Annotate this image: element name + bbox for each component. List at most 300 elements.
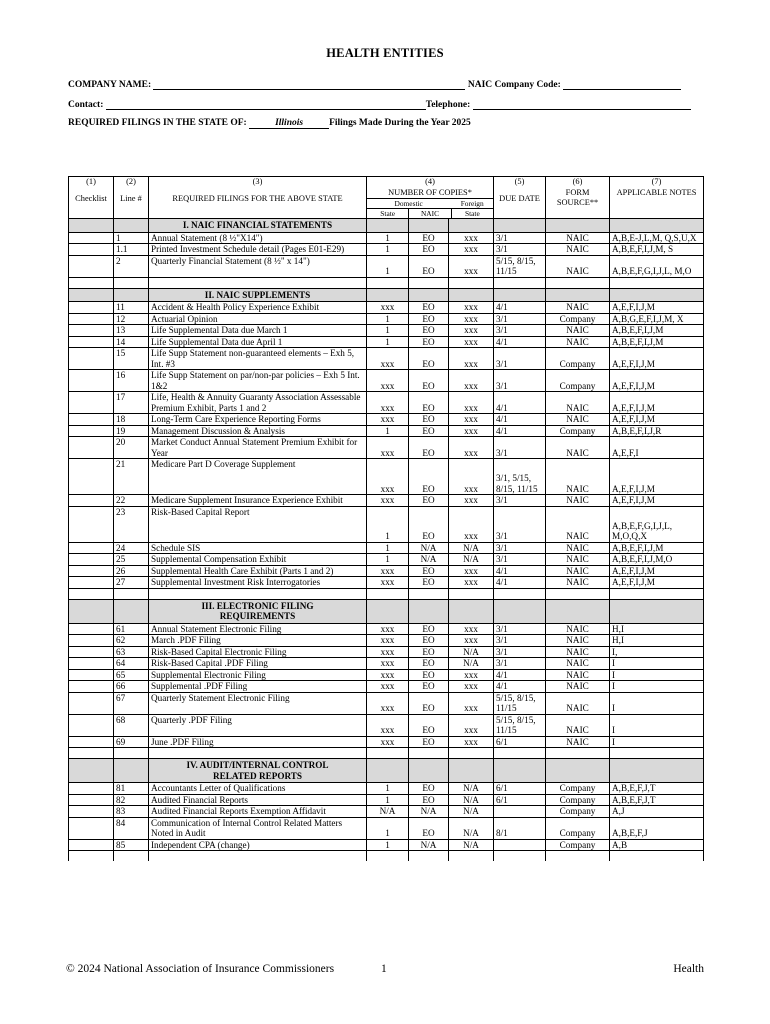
form-source: NAIC — [546, 692, 610, 714]
checklist-cell[interactable] — [69, 736, 114, 748]
applicable-notes: A,E,F,I,J,M — [610, 348, 704, 370]
table-row — [69, 783, 704, 795]
applicable-notes: A,E,F,I,J,M — [610, 565, 704, 577]
telephone-field[interactable] — [473, 98, 691, 110]
form-source: Company — [546, 794, 610, 806]
spacer-cell — [367, 277, 409, 288]
copies-naic: N/A — [409, 554, 449, 566]
footer-section: Health — [673, 963, 704, 975]
section-spacer — [494, 219, 546, 233]
checklist-cell[interactable] — [69, 714, 114, 736]
form-source: NAIC — [546, 414, 610, 426]
line-number: 83 — [114, 806, 149, 818]
copies-foreign: xxx — [449, 414, 494, 426]
line-number: 24 — [114, 542, 149, 554]
copies-naic: EO — [409, 425, 449, 437]
due-date: 5/15, 8/15, 11/15 — [494, 714, 546, 736]
copies-foreign: xxx — [449, 506, 494, 542]
checklist-cell[interactable] — [69, 325, 114, 337]
copies-foreign: xxx — [449, 577, 494, 589]
section-header-row — [69, 599, 704, 623]
section-spacer — [69, 288, 114, 302]
section-spacer — [494, 759, 546, 783]
copies-naic: N/A — [409, 542, 449, 554]
filing-name: Supplemental .PDF Filing — [149, 681, 367, 693]
spacer-cell — [367, 851, 409, 862]
copies-state: xxx — [367, 692, 409, 714]
form-source: NAIC — [546, 669, 610, 681]
table-row — [69, 681, 704, 693]
col-filings-header: (3) REQUIRED FILINGS FOR THE ABOVE STATE — [149, 177, 367, 219]
copies-naic: EO — [409, 736, 449, 748]
checklist-cell[interactable] — [69, 783, 114, 795]
applicable-notes: A,B,E,F,I,J,M, S — [610, 244, 704, 256]
copies-foreign: xxx — [449, 325, 494, 337]
copies-state: xxx — [367, 437, 409, 459]
checklist-cell[interactable] — [69, 542, 114, 554]
due-date: 3/1 — [494, 554, 546, 566]
line-number: 16 — [114, 370, 149, 392]
form-source: NAIC — [546, 437, 610, 459]
checklist-cell[interactable] — [69, 646, 114, 658]
filing-name: Long-Term Care Experience Reporting Forms — [149, 414, 367, 426]
copies-naic: EO — [409, 506, 449, 542]
copies-state: xxx — [367, 348, 409, 370]
section-title: I. NAIC FINANCIAL STATEMENTS — [149, 219, 367, 233]
copies-naic: EO — [409, 336, 449, 348]
form-source: Company — [546, 348, 610, 370]
form-source: NAIC — [546, 658, 610, 670]
applicable-notes: A,E,F,I — [610, 437, 704, 459]
copies-state: xxx — [367, 736, 409, 748]
filing-name: Accountants Letter of Qualifications — [149, 783, 367, 795]
state-field[interactable]: Illinois — [249, 118, 329, 129]
table-row — [69, 348, 704, 370]
table-row — [69, 370, 704, 392]
form-source: NAIC — [546, 302, 610, 314]
spacer-cell — [494, 588, 546, 599]
filing-name: Management Discussion & Analysis — [149, 425, 367, 437]
spacer-cell — [114, 851, 149, 862]
line-number: 15 — [114, 348, 149, 370]
copies-foreign: xxx — [449, 565, 494, 577]
checklist-cell[interactable] — [69, 302, 114, 314]
copies-foreign: N/A — [449, 794, 494, 806]
copies-foreign: xxx — [449, 437, 494, 459]
due-date: 5/15, 8/15, 11/15 — [494, 255, 546, 277]
copies-foreign: xxx — [449, 392, 494, 414]
checklist-cell[interactable] — [69, 255, 114, 277]
section-spacer — [69, 759, 114, 783]
copies-naic: EO — [409, 658, 449, 670]
applicable-notes: A,B — [610, 839, 704, 851]
checklist-cell[interactable] — [69, 232, 114, 244]
spacer-row — [69, 277, 704, 288]
spacer-cell — [367, 748, 409, 759]
checklist-cell[interactable] — [69, 669, 114, 681]
checklist-cell[interactable] — [69, 370, 114, 392]
col-checklist-header: (1) Checklist — [69, 177, 114, 219]
filing-name: Life Supp Statement non-guaranteed elements – Exh 5, Int. #3 — [149, 348, 367, 370]
section-header-row — [69, 219, 704, 233]
line-number: 17 — [114, 392, 149, 414]
line-number: 12 — [114, 313, 149, 325]
copies-state: xxx — [367, 414, 409, 426]
copies-state: 1 — [367, 425, 409, 437]
form-source: Company — [546, 783, 610, 795]
form-source: NAIC — [546, 736, 610, 748]
filing-name: Risk-Based Capital .PDF Filing — [149, 658, 367, 670]
due-date: 4/1 — [494, 392, 546, 414]
copies-naic: N/A — [409, 806, 449, 818]
applicable-notes: A,B,E,F,G,I,J,L, M,O — [610, 255, 704, 277]
applicable-notes: I, — [610, 646, 704, 658]
table-row — [69, 565, 704, 577]
filing-name: Risk-Based Capital Report — [149, 506, 367, 542]
copies-foreign: xxx — [449, 302, 494, 314]
section-spacer — [367, 288, 409, 302]
copies-foreign: N/A — [449, 554, 494, 566]
form-source: Company — [546, 817, 610, 839]
copies-foreign: xxx — [449, 495, 494, 507]
checklist-cell[interactable] — [69, 692, 114, 714]
line-number: 19 — [114, 425, 149, 437]
form-source: NAIC — [546, 577, 610, 589]
filing-name: Audited Financial Reports Exemption Affidavit — [149, 806, 367, 818]
spacer-cell — [610, 588, 704, 599]
copies-state: xxx — [367, 302, 409, 314]
checklist-cell[interactable] — [69, 336, 114, 348]
copies-naic: EO — [409, 817, 449, 839]
spacer-cell — [546, 588, 610, 599]
applicable-notes: A,B,E,F,J — [610, 817, 704, 839]
copies-state: 1 — [367, 244, 409, 256]
filing-name: Medicare Supplement Insurance Experience Exhibit — [149, 495, 367, 507]
copies-foreign: N/A — [449, 839, 494, 851]
copies-foreign: xxx — [449, 348, 494, 370]
form-source: NAIC — [546, 565, 610, 577]
section-spacer — [367, 599, 409, 623]
table-row — [69, 313, 704, 325]
due-date: 4/1 — [494, 414, 546, 426]
due-date: 4/1 — [494, 681, 546, 693]
due-date: 3/1 — [494, 370, 546, 392]
applicable-notes: A,B,E,F,I,J,M — [610, 542, 704, 554]
due-date: 5/15, 8/15, 11/15 — [494, 692, 546, 714]
copies-foreign: xxx — [449, 255, 494, 277]
checklist-cell[interactable] — [69, 554, 114, 566]
spacer-cell — [149, 277, 367, 288]
applicable-notes: I — [610, 736, 704, 748]
filing-name: Supplemental Compensation Exhibit — [149, 554, 367, 566]
table-row — [69, 577, 704, 589]
filing-name: Quarterly Statement Electronic Filing — [149, 692, 367, 714]
copies-state: 1 — [367, 794, 409, 806]
table-row — [69, 244, 704, 256]
checklist-cell[interactable] — [69, 565, 114, 577]
line-number: 14 — [114, 336, 149, 348]
form-source: NAIC — [546, 623, 610, 635]
filing-name: Printed Investment Schedule detail (Pages E01-E29) — [149, 244, 367, 256]
form-source: NAIC — [546, 495, 610, 507]
due-date: 4/1 — [494, 425, 546, 437]
checklist-cell[interactable] — [69, 313, 114, 325]
copies-state: xxx — [367, 714, 409, 736]
checklist-cell[interactable] — [69, 794, 114, 806]
due-date: 3/1 — [494, 348, 546, 370]
contact-field[interactable] — [106, 98, 426, 110]
section-spacer — [449, 219, 494, 233]
due-date: 4/1 — [494, 336, 546, 348]
section-title: II. NAIC SUPPLEMENTS — [149, 288, 367, 302]
filing-name: Supplemental Investment Risk Interrogatories — [149, 577, 367, 589]
form-source: Company — [546, 370, 610, 392]
copies-naic: EO — [409, 646, 449, 658]
table-row — [69, 554, 704, 566]
applicable-notes: A,B,E,F,G,I,J,L, M,O,Q,X — [610, 506, 704, 542]
copies-state: 1 — [367, 839, 409, 851]
section-spacer — [114, 599, 149, 623]
section-spacer — [409, 599, 449, 623]
copies-naic: EO — [409, 635, 449, 647]
applicable-notes: A,B,E,F,I,J,R — [610, 425, 704, 437]
line-number: 85 — [114, 839, 149, 851]
spacer-row — [69, 851, 704, 862]
line-number: 26 — [114, 565, 149, 577]
copies-naic: EO — [409, 255, 449, 277]
due-date: 8/1 — [494, 817, 546, 839]
section-spacer — [69, 219, 114, 233]
checklist-cell[interactable] — [69, 459, 114, 495]
filing-name: Market Conduct Annual Statement Premium Exhibit for Year — [149, 437, 367, 459]
checklist-cell[interactable] — [69, 748, 114, 759]
applicable-notes: I — [610, 669, 704, 681]
checklist-cell[interactable] — [69, 414, 114, 426]
applicable-notes: A,E,F,I,J,M — [610, 495, 704, 507]
contact-label: Contact: — [68, 100, 104, 110]
table-row — [69, 232, 704, 244]
form-source: Company — [546, 806, 610, 818]
copies-state: xxx — [367, 577, 409, 589]
form-source: NAIC — [546, 646, 610, 658]
form-source: Company — [546, 313, 610, 325]
table-row — [69, 542, 704, 554]
page-title: HEALTH ENTITIES — [326, 46, 444, 60]
line-number: 63 — [114, 646, 149, 658]
filing-name: Quarterly Financial Statement (8 ½" x 14") — [149, 255, 367, 277]
checklist-cell[interactable] — [69, 277, 114, 288]
table-row — [69, 495, 704, 507]
line-number: 69 — [114, 736, 149, 748]
copies-state: 1 — [367, 255, 409, 277]
col-due-header: (5) DUE DATE — [494, 177, 546, 219]
copies-foreign: N/A — [449, 542, 494, 554]
copies-naic: EO — [409, 794, 449, 806]
copies-naic: EO — [409, 325, 449, 337]
form-source: NAIC — [546, 255, 610, 277]
copies-state: 1 — [367, 554, 409, 566]
due-date: 4/1 — [494, 669, 546, 681]
section-title: III. ELECTRONIC FILING REQUIREMENTS — [149, 599, 367, 623]
form-source: NAIC — [546, 459, 610, 495]
checklist-cell[interactable] — [69, 588, 114, 599]
spacer-cell — [409, 277, 449, 288]
form-source: Company — [546, 839, 610, 851]
checklist-cell[interactable] — [69, 506, 114, 542]
due-date: 3/1 — [494, 244, 546, 256]
spacer-cell — [409, 588, 449, 599]
spacer-cell — [494, 851, 546, 862]
footer-copyright: © 2024 National Association of Insurance Commissioners — [66, 963, 335, 975]
filing-name: Annual Statement Electronic Filing — [149, 623, 367, 635]
contact-line — [68, 98, 691, 110]
copies-naic: EO — [409, 495, 449, 507]
col-source-header: (6) FORM SOURCE** — [546, 177, 610, 219]
line-number: 65 — [114, 669, 149, 681]
copies-state: xxx — [367, 370, 409, 392]
checklist-cell[interactable] — [69, 817, 114, 839]
section-spacer — [494, 599, 546, 623]
line-number: 11 — [114, 302, 149, 314]
section-spacer — [610, 759, 704, 783]
spacer-cell — [610, 748, 704, 759]
copies-foreign: xxx — [449, 459, 494, 495]
copies-naic: EO — [409, 414, 449, 426]
line-number: 67 — [114, 692, 149, 714]
filing-name: Life Supp Statement on par/non-par policies – Exh 5 Int. 1&2 — [149, 370, 367, 392]
checklist-cell[interactable] — [69, 348, 114, 370]
applicable-notes: A,B,E,F,J,T — [610, 783, 704, 795]
applicable-notes: H,I — [610, 635, 704, 647]
spacer-cell — [149, 851, 367, 862]
footer-page-number: 1 — [381, 963, 387, 975]
spacer-cell — [114, 588, 149, 599]
section-spacer — [610, 599, 704, 623]
checklist-cell[interactable] — [69, 495, 114, 507]
form-source: NAIC — [546, 392, 610, 414]
checklist-cell[interactable] — [69, 635, 114, 647]
table-row — [69, 392, 704, 414]
company-name-field[interactable] — [153, 78, 465, 90]
line-number: 82 — [114, 794, 149, 806]
checklist-cell[interactable] — [69, 577, 114, 589]
line-number: 68 — [114, 714, 149, 736]
checklist-cell[interactable] — [69, 425, 114, 437]
filing-name: June .PDF Filing — [149, 736, 367, 748]
copies-foreign: xxx — [449, 714, 494, 736]
applicable-notes: A,B,E,F,I,J,M,O — [610, 554, 704, 566]
line-number: 21 — [114, 459, 149, 495]
section-spacer — [449, 599, 494, 623]
copies-naic: EO — [409, 714, 449, 736]
state-line — [68, 118, 471, 129]
section-spacer — [449, 759, 494, 783]
copies-state: xxx — [367, 658, 409, 670]
copies-foreign: xxx — [449, 244, 494, 256]
checklist-cell[interactable] — [69, 839, 114, 851]
filing-name: Annual Statement (8 ½"X14") — [149, 232, 367, 244]
filing-name: Supplemental Electronic Filing — [149, 669, 367, 681]
section-spacer — [69, 599, 114, 623]
checklist-cell[interactable] — [69, 623, 114, 635]
line-number: 84 — [114, 817, 149, 839]
filing-name: Life Supplemental Data due April 1 — [149, 336, 367, 348]
copies-foreign: N/A — [449, 658, 494, 670]
copies-foreign: xxx — [449, 425, 494, 437]
line-number: 22 — [114, 495, 149, 507]
section-spacer — [409, 288, 449, 302]
spacer-cell — [449, 588, 494, 599]
table-row — [69, 692, 704, 714]
filing-name: Independent CPA (change) — [149, 839, 367, 851]
due-date: 6/1 — [494, 794, 546, 806]
checklist-cell[interactable] — [69, 806, 114, 818]
spacer-row — [69, 748, 704, 759]
table-row — [69, 425, 704, 437]
checklist-cell[interactable] — [69, 681, 114, 693]
filing-name: Medicare Part D Coverage Supplement — [149, 459, 367, 495]
copies-foreign: xxx — [449, 692, 494, 714]
due-date: 6/1 — [494, 783, 546, 795]
copies-naic: EO — [409, 437, 449, 459]
line-number: 1.1 — [114, 244, 149, 256]
naic-code-field[interactable] — [563, 78, 681, 90]
checklist-cell[interactable] — [69, 392, 114, 414]
copies-foreign: N/A — [449, 646, 494, 658]
copies-state: xxx — [367, 623, 409, 635]
applicable-notes: I — [610, 692, 704, 714]
form-source: NAIC — [546, 506, 610, 542]
due-date — [494, 839, 546, 851]
copies-naic: EO — [409, 232, 449, 244]
form-source: NAIC — [546, 681, 610, 693]
checklist-cell[interactable] — [69, 244, 114, 256]
checklist-cell[interactable] — [69, 851, 114, 862]
checklist-cell[interactable] — [69, 658, 114, 670]
due-date: 3/1 — [494, 506, 546, 542]
due-date: 3/1 — [494, 232, 546, 244]
copies-naic: EO — [409, 783, 449, 795]
spacer-cell — [610, 851, 704, 862]
section-spacer — [367, 219, 409, 233]
spacer-cell — [114, 748, 149, 759]
due-date: 4/1 — [494, 302, 546, 314]
copies-naic: EO — [409, 348, 449, 370]
line-number: 13 — [114, 325, 149, 337]
section-title: IV. AUDIT/INTERNAL CONTROL RELATED REPORTS — [149, 759, 367, 783]
copies-foreign: xxx — [449, 681, 494, 693]
copies-naic: EO — [409, 302, 449, 314]
copies-foreign: xxx — [449, 736, 494, 748]
copies-state: 1 — [367, 232, 409, 244]
section-spacer — [409, 759, 449, 783]
applicable-notes: I — [610, 681, 704, 693]
applicable-notes: A,E,F,I,J,M — [610, 302, 704, 314]
applicable-notes: I — [610, 658, 704, 670]
table-row — [69, 414, 704, 426]
section-spacer — [367, 759, 409, 783]
copies-naic: EO — [409, 459, 449, 495]
checklist-cell[interactable] — [69, 437, 114, 459]
form-source: NAIC — [546, 554, 610, 566]
copies-naic: EO — [409, 623, 449, 635]
copies-naic: EO — [409, 669, 449, 681]
spacer-cell — [149, 748, 367, 759]
required-label: REQUIRED FILINGS IN THE STATE OF: — [68, 118, 247, 128]
filings-label: Filings Made During the Year 2025 — [329, 118, 471, 128]
applicable-notes: A,B,E,F,I,J,M — [610, 336, 704, 348]
due-date: 6/1 — [494, 736, 546, 748]
